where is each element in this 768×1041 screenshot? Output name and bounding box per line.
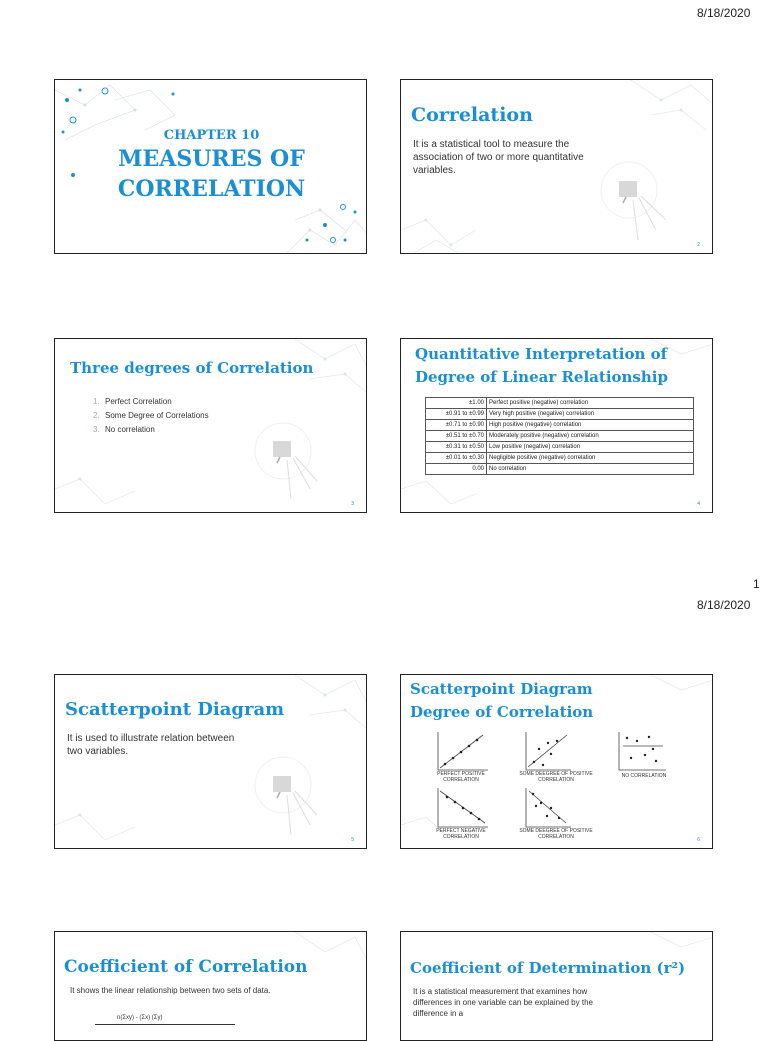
- chapter-label: CHAPTER 10: [163, 128, 260, 143]
- table-row: ±0.31 to ±0.50 Low positive (negative) correlation: [426, 442, 694, 453]
- slide-three-degrees: [54, 338, 367, 513]
- label-no-correlation: NO CORRELATION: [621, 773, 667, 779]
- slide-title: Scatterpoint Diagram: [65, 699, 285, 720]
- table-row: ±0.51 to ±0.70 Moderately positive (negative) correlation: [426, 431, 694, 442]
- slide-title: Correlation: [411, 104, 533, 126]
- slide-title: Three degrees of Correlation: [70, 359, 314, 377]
- label-perfect-negative: PERFECT NEGATIVE CORRELATION: [436, 828, 486, 840]
- slide-title-1: Quantitative Interpretation of: [415, 345, 668, 363]
- slide-title: [54, 79, 367, 254]
- slide-title-1: Scatterpoint Diagram: [410, 680, 593, 698]
- slide-title: Coefficient of Correlation: [64, 957, 308, 977]
- formula-numerator: n(Σxy) - (Σx) (Σy): [117, 1015, 163, 1021]
- slide-title-2: Degree of Linear Relationship: [415, 368, 668, 386]
- podium-icon: [255, 423, 317, 499]
- slide-coefficient-correlation: [54, 931, 367, 1041]
- slide-number: 2: [697, 242, 700, 248]
- table-row: 0.00 No correlation: [426, 464, 694, 475]
- slide-body: It is a statistical measurement that examines how differences in one variable can be explained by the difference in a: [413, 987, 593, 1018]
- slide-quantitative-interpretation: [400, 338, 713, 513]
- list-item: 2. Some Degree of Correlations: [93, 411, 209, 420]
- label-some-positive: SOME DEEGREE OF POSITIVE CORRELATION: [519, 771, 593, 783]
- slide-scatterpoint: [54, 674, 367, 849]
- podium-icon: [255, 757, 317, 835]
- interpretation-table: [425, 397, 694, 475]
- page-date-middle: 8/18/2020: [697, 598, 751, 612]
- slide-body: It is a statistical tool to measure the association of two or more quantitative variables.: [413, 139, 584, 176]
- podium-icon: [601, 162, 666, 240]
- slide-coefficient-determination: [400, 931, 713, 1041]
- table-row: ±0.01 to ±0.30 Negligible positive (negative) correlation: [426, 453, 694, 464]
- formula-bar: [95, 1024, 235, 1025]
- page-date-top: 8/18/2020: [697, 6, 751, 20]
- table-row: ±0.91 to ±0.99 Very high positive (negative) correlation: [426, 409, 694, 420]
- slide-number: 5: [351, 837, 354, 843]
- slide-title: Coefficient of Determination (r²): [410, 959, 686, 977]
- label-perfect-positive: PERFECT POSITIVE CORRELATION: [437, 771, 485, 783]
- slide-body: It shows the linear relationship between two sets of data.: [70, 986, 271, 995]
- slide-number: 4: [697, 501, 700, 507]
- slide-body: It is used to illustrate relation between two variables.: [67, 733, 235, 757]
- slide-main-title-1: MEASURES OF: [118, 146, 305, 172]
- page-number: 1: [753, 577, 760, 591]
- scatter-diagrams: [401, 675, 713, 849]
- list-item: 3. No correlation: [93, 425, 155, 434]
- scatter-none-points: [626, 736, 657, 762]
- table-row: ±1.00 Perfect positive (negative) correlation: [426, 398, 694, 409]
- degrees-list: [93, 395, 209, 437]
- slide-correlation: [400, 79, 713, 254]
- list-item: 1. Perfect Correlation: [93, 397, 172, 406]
- label-some-negative: SOME DEEGREE OF POSITIVE CORRELATION: [519, 828, 593, 840]
- table-row: ±0.71 to ±0.90 High positive (negative) correlation: [426, 420, 694, 431]
- slide-number: 6: [697, 837, 700, 843]
- scatter-some-positive: [526, 732, 571, 770]
- slide-number: 3: [351, 501, 354, 507]
- scatter-perfect-negative-points: [446, 796, 481, 821]
- slide-main-title-2: CORRELATION: [117, 176, 306, 202]
- slide-scatter-degrees: [400, 674, 713, 849]
- slide-title-2: Degree of Correlation: [410, 703, 594, 721]
